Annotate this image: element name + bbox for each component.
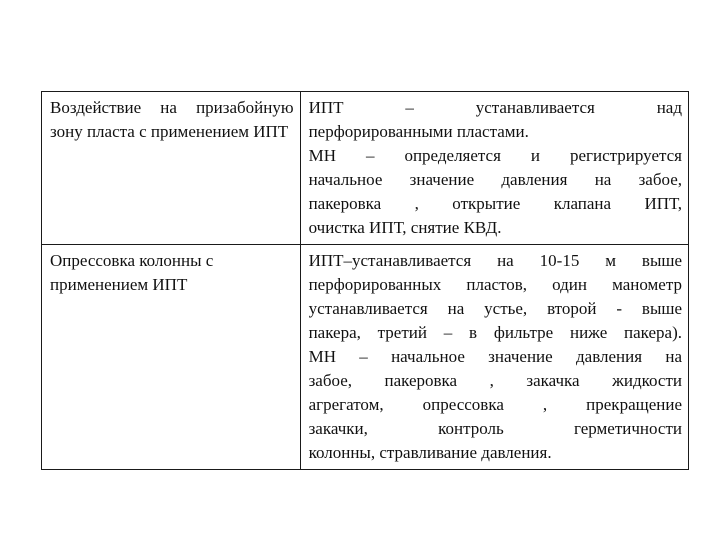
description-line: колонны, стравливание давления. bbox=[308, 443, 552, 462]
description-line: пакеровка , открытие клапана ИПТ, bbox=[308, 194, 682, 213]
description-line: устанавливается на устье, второй - выше bbox=[308, 299, 682, 318]
table-row bbox=[42, 245, 689, 470]
description-line: забое, пакеровка , закачка жидкости bbox=[308, 371, 682, 390]
description-line: перфорированных пластов, один манометр bbox=[308, 275, 682, 294]
description-line: агрегатом, опрессовка , прекращение bbox=[308, 395, 682, 414]
procedure-cell bbox=[42, 92, 301, 245]
description-cell bbox=[300, 245, 688, 470]
description-line: очистка ИПТ, снятие КВД. bbox=[308, 218, 502, 237]
description-line: перфорированными пластами. bbox=[308, 122, 529, 141]
description-line: МН – начальное значение давления на bbox=[308, 347, 682, 366]
description-cell bbox=[300, 92, 688, 245]
description-line: пакера, третий – в фильтре ниже пакера). bbox=[308, 323, 682, 342]
procedures-table bbox=[41, 91, 689, 470]
procedure-text: Опрессовка колонны с применением ИПТ bbox=[50, 251, 214, 294]
description-line: закачки, контроль герметичности bbox=[308, 419, 682, 438]
description-line: ИПТ – устанавливается над bbox=[308, 98, 682, 117]
description-line: ИПТ–устанавливается на 10-15 м выше bbox=[308, 251, 682, 270]
procedure-cell bbox=[42, 245, 301, 470]
description-line: начальное значение давления на забое, bbox=[308, 170, 682, 189]
description-line: МН – определяется и регистрируется bbox=[308, 146, 682, 165]
procedure-text: Воздействие на призабойную зону пласта с применением ИПТ bbox=[50, 98, 294, 141]
table-row bbox=[42, 92, 689, 245]
